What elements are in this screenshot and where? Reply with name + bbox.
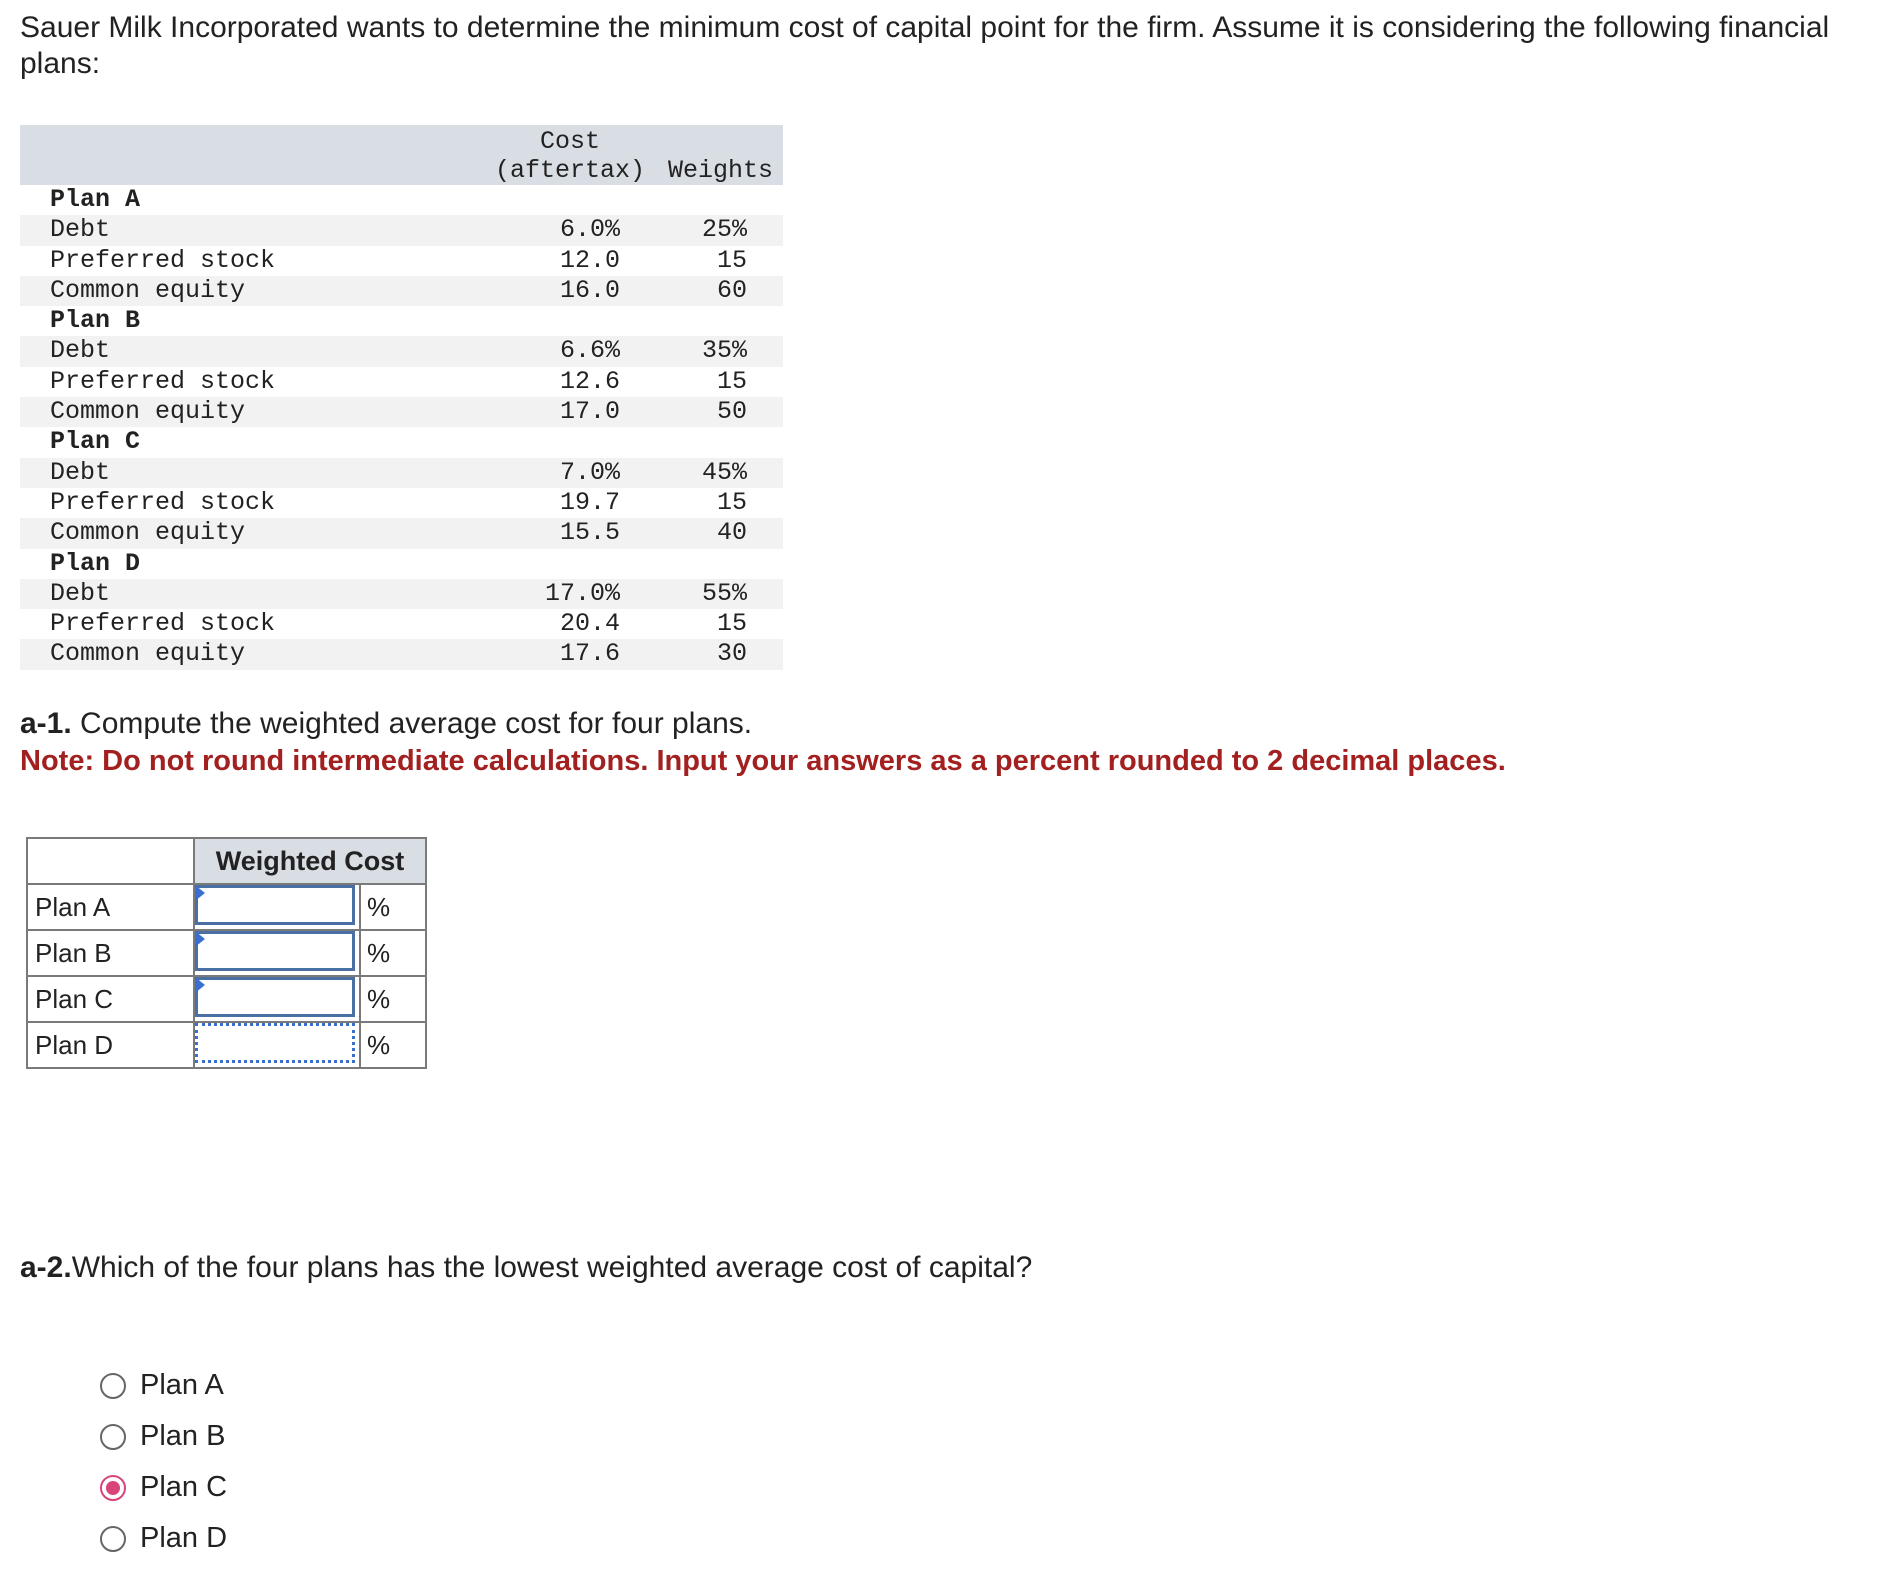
component-label: Common equity xyxy=(50,275,246,305)
rounding-note: Note: Do not round intermediate calculations. Input your answers as a percent rounded to 2 decimal places. xyxy=(20,745,1506,777)
table-row xyxy=(20,276,783,306)
answer-row-label: Plan C xyxy=(27,976,194,1022)
component-label: Common equity xyxy=(50,639,246,669)
weight-value: 30 xyxy=(716,639,747,669)
table-row xyxy=(20,639,783,669)
answer-input-cell xyxy=(194,976,360,1022)
weight-value: 40 xyxy=(716,518,747,548)
answer-row-label: Plan A xyxy=(27,884,194,930)
component-label: Preferred stock xyxy=(50,487,276,517)
answer-row-label: Plan B xyxy=(27,930,194,976)
answer-row xyxy=(27,884,426,930)
weighted-cost-input[interactable] xyxy=(195,977,355,1017)
weight-value: 15 xyxy=(716,245,747,275)
radio-label: Plan B xyxy=(140,1420,226,1452)
answer-row xyxy=(27,1022,426,1068)
cost-value: 15.5 xyxy=(559,518,620,548)
percent-unit: % xyxy=(360,976,426,1022)
component-label: Preferred stock xyxy=(50,366,276,396)
plan-header-row xyxy=(20,427,783,457)
weight-value: 15 xyxy=(716,366,747,396)
table-row xyxy=(20,336,783,366)
cost-value: 20.4 xyxy=(559,609,620,639)
weight-value: 15 xyxy=(716,487,747,517)
weight-value: 35% xyxy=(701,336,747,366)
weight-value: 15 xyxy=(716,609,747,639)
answer-row xyxy=(27,976,426,1022)
weighted-cost-input[interactable] xyxy=(195,931,355,971)
weighted-cost-input[interactable] xyxy=(195,1023,355,1063)
plan-name: Plan C xyxy=(50,427,141,457)
table-row xyxy=(20,518,783,548)
component-label: Preferred stock xyxy=(50,245,276,275)
radio-option[interactable] xyxy=(100,1360,227,1411)
cost-column-header: Cost (aftertax) xyxy=(494,127,646,185)
radio-option[interactable] xyxy=(100,1411,227,1462)
cost-value: 12.0 xyxy=(559,245,620,275)
problem-intro: Sauer Milk Incorporated wants to determine the minimum cost of capital point for the firm. Assume it is considering the following financial plans: xyxy=(20,11,1830,80)
radio-label: Plan A xyxy=(140,1369,224,1401)
component-label: Debt xyxy=(50,215,111,245)
cost-value: 17.6 xyxy=(559,639,620,669)
cost-value: 19.7 xyxy=(559,487,620,517)
percent-unit: % xyxy=(360,884,426,930)
radio-label: Plan C xyxy=(140,1471,228,1503)
radio-button[interactable] xyxy=(100,1373,126,1399)
table-row xyxy=(20,579,783,609)
cost-value: 12.6 xyxy=(559,366,620,396)
plan-header-row xyxy=(20,185,783,215)
weighted-cost-input[interactable] xyxy=(195,885,355,925)
cost-value: 7.0% xyxy=(559,457,620,487)
plan-header-row xyxy=(20,306,783,336)
cost-value: 16.0 xyxy=(559,275,620,305)
table-row xyxy=(20,215,783,245)
table-row xyxy=(20,367,783,397)
table-row xyxy=(20,397,783,427)
weighted-cost-header: Weighted Cost xyxy=(194,838,426,884)
table-row xyxy=(20,246,783,276)
table-header xyxy=(20,125,783,185)
plan-name: Plan D xyxy=(50,548,141,578)
plan-header-row xyxy=(20,549,783,579)
plan-radio-group xyxy=(100,1360,227,1564)
component-label: Common equity xyxy=(50,518,246,548)
radio-button[interactable] xyxy=(100,1475,126,1501)
percent-unit: % xyxy=(360,1022,426,1068)
component-label: Debt xyxy=(50,578,111,608)
cost-value: 17.0% xyxy=(544,578,620,608)
plan-name: Plan A xyxy=(50,185,141,214)
radio-label: Plan D xyxy=(140,1522,228,1554)
answer-row xyxy=(27,930,426,976)
answer-input-cell xyxy=(194,884,360,930)
table-body xyxy=(20,185,783,670)
cost-value: 6.0% xyxy=(559,215,620,245)
radio-button[interactable] xyxy=(100,1526,126,1552)
cost-value: 17.0 xyxy=(559,397,620,427)
component-label: Preferred stock xyxy=(50,609,276,639)
question-a2: a-2.Which of the four plans has the lowest weighted average cost of capital? xyxy=(20,1251,1033,1284)
plan-name: Plan B xyxy=(50,306,141,336)
weight-value: 55% xyxy=(701,578,747,608)
table-row xyxy=(20,609,783,639)
weight-value: 45% xyxy=(701,457,747,487)
table-row xyxy=(20,458,783,488)
weight-value: 60 xyxy=(716,275,747,305)
weight-value: 25% xyxy=(701,215,747,245)
weight-value: 50 xyxy=(716,397,747,427)
component-label: Debt xyxy=(50,457,111,487)
radio-option[interactable] xyxy=(100,1462,227,1513)
component-label: Common equity xyxy=(50,397,246,427)
table-row xyxy=(20,488,783,518)
radio-option[interactable] xyxy=(100,1513,227,1564)
radio-button[interactable] xyxy=(100,1424,126,1450)
cost-value: 6.6% xyxy=(559,336,620,366)
weights-column-header: Weights xyxy=(668,156,774,185)
percent-unit: % xyxy=(360,930,426,976)
financial-plans-table xyxy=(20,125,783,670)
answer-input-cell xyxy=(194,1022,360,1068)
answer-input-cell xyxy=(194,930,360,976)
weighted-cost-answer-table xyxy=(26,837,427,1069)
blank-header-cell xyxy=(27,838,194,884)
question-a1: a-1. Compute the weighted average cost for four plans. xyxy=(20,707,753,740)
answer-row-label: Plan D xyxy=(27,1022,194,1068)
component-label: Debt xyxy=(50,336,111,366)
